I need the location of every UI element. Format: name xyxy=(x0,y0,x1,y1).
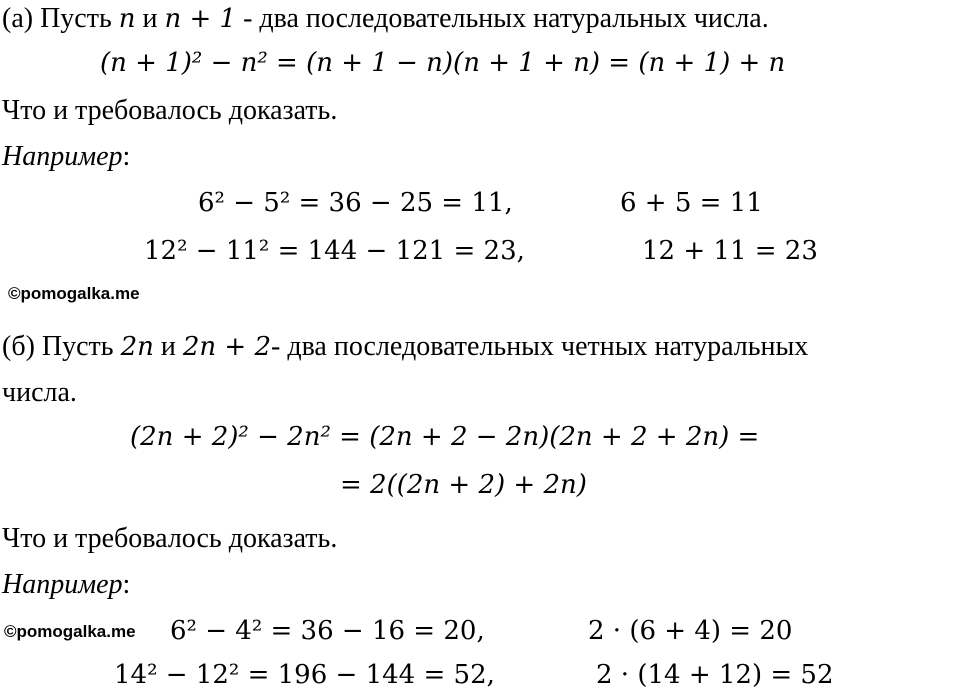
part-b-var-2n: 2n xyxy=(120,332,154,362)
part-a-var-n: n xyxy=(118,4,136,34)
part-a-intro-suffix: - два последовательных натуральных числа. xyxy=(236,3,769,34)
part-b-example-2-rhs: 2 · (14 + 12) = 52 xyxy=(596,660,834,690)
part-b-intro-mid: и xyxy=(153,331,183,362)
part-a-example-colon: : xyxy=(122,141,131,172)
part-a-example-1-lhs: 6² − 5² = 36 − 25 = 11, xyxy=(198,188,513,218)
part-b-example-heading xyxy=(2,568,130,602)
part-a-intro xyxy=(2,2,769,36)
part-a-intro-prefix: (а) Пусть xyxy=(2,3,119,34)
part-b-example-colon: : xyxy=(122,569,131,600)
part-b-proof-line-1: (2n + 2)² − 2n² = (2n + 2 − 2n)(2n + 2 + 2n) = xyxy=(130,422,760,452)
part-b-var-2n-plus-2: 2n + 2 xyxy=(182,332,271,362)
part-b-intro-line-2: числа. xyxy=(2,377,77,408)
part-a-example-2-lhs: 12² − 11² = 144 − 121 = 23, xyxy=(144,236,525,266)
part-b-example-1-rhs: 2 · (6 + 4) = 20 xyxy=(588,616,793,646)
part-b-example-2-lhs: 14² − 12² = 196 − 144 = 52, xyxy=(114,660,495,690)
part-a-var-n-plus-1: n + 1 xyxy=(164,4,237,34)
watermark-logo: ©pomogalka.me xyxy=(8,284,140,303)
part-b-intro-prefix: (б) Пусть xyxy=(2,331,121,362)
part-b-example-label: Например xyxy=(2,569,123,600)
part-a-example-heading xyxy=(2,140,130,174)
part-a-example-2-rhs: 12 + 11 = 23 xyxy=(642,236,818,266)
part-a-conclusion: Что и требовалось доказать. xyxy=(2,95,338,126)
part-b-proof-line-2: = 2((2n + 2) + 2n) xyxy=(340,470,587,500)
part-a-intro-mid: и xyxy=(135,3,165,34)
part-a-example-1-rhs: 6 + 5 = 11 xyxy=(620,188,763,218)
part-a-example-label: Например xyxy=(2,141,123,172)
watermark-logo: ©pomogalka.me xyxy=(4,622,136,641)
part-b-intro-suffix: - два последовательных четных натуральных xyxy=(271,331,809,362)
part-b-intro xyxy=(2,330,808,364)
part-b-conclusion: Что и требовалось доказать. xyxy=(2,523,338,554)
part-b-example-1-lhs: 6² − 4² = 36 − 16 = 20, xyxy=(170,616,485,646)
part-a-proof-formula: (n + 1)² − n² = (n + 1 − n)(n + 1 + n) = (n + 1) + n xyxy=(100,48,786,78)
